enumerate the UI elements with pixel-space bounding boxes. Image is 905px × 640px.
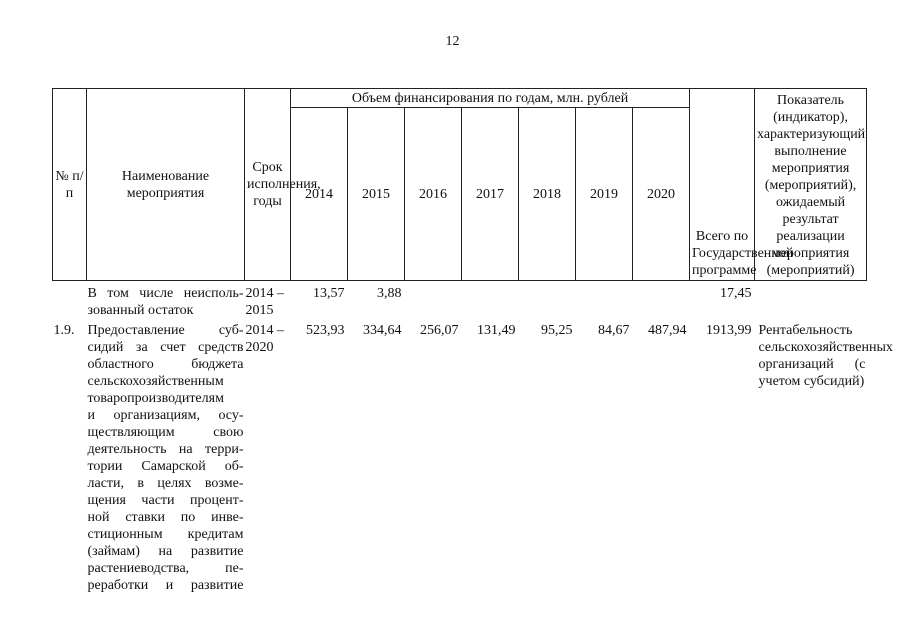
row-name-line: деятельность на терри- [87,442,244,457]
row-total: 1913,99 [706,323,752,338]
row-value: 256,07 [420,323,459,338]
row-value: 487,94 [648,323,687,338]
header-indicator: Показатель (индикатор), характеризующий выполнение мероприятия (мероприятий), ожидаемый результат реализации мероприятия (мероприятий) [755,89,867,281]
table-row [53,319,867,594]
row-name-line: Предоставление суб- [87,323,244,338]
row-name-line: ласти, в целях возме- [87,476,244,491]
row-value [633,281,690,320]
row-value [519,281,576,320]
row-value [576,281,633,320]
row-name-line: щения части процент- [87,493,244,508]
row-value [405,281,462,320]
header-no: № п/п [53,89,87,281]
row-value: 3,88 [377,286,402,301]
row-name [87,319,245,594]
row-name-line: товаропроизводителям [87,391,224,406]
header-funding-group: Объем финансирования по годам, млн. рублей [291,89,690,108]
row-name-line: тории Самарской об- [87,459,244,474]
header-total: Всего по Государственной программе [690,89,755,281]
row-name-line: и организациям, осу- [87,408,244,423]
header-year: 2016 [405,108,462,281]
row-value: 523,93 [306,323,345,338]
program-activities-table [52,88,893,594]
header-term: Срок исполнения, годы [245,89,291,281]
page-number: 12 [445,34,460,49]
row-name-line: реработки и развитие [87,578,244,593]
row-term: 2014 – 2020 [245,323,284,355]
row-indicator [755,281,867,320]
row-name-line: областного бюджета [87,357,244,372]
header-year: 2020 [633,108,690,281]
row-value: 95,25 [541,323,573,338]
row-no [53,281,87,320]
header-year: 2019 [576,108,633,281]
row-name-line: стиционным кредитам [87,527,244,542]
row-name-line: сельскохозяйственным [87,374,224,389]
header-year: 2014 [291,108,348,281]
header-year: 2017 [462,108,519,281]
row-name [87,281,245,320]
header-year: 2015 [348,108,405,281]
header-year: 2018 [519,108,576,281]
row-value [462,281,519,320]
row-name-line: зованный остаток [87,303,194,318]
header-name: Наименование мероприятия [87,89,245,281]
row-value: 84,67 [598,323,630,338]
row-name-line: (займам) на развитие [87,544,244,559]
row-term: 2014 – 2015 [245,286,284,318]
row-total: 17,45 [720,286,752,301]
table-row [53,281,867,320]
row-name-line: ной ставки по инве- [87,510,244,525]
row-value: 334,64 [363,323,402,338]
row-value: 13,57 [313,286,345,301]
row-value: 131,49 [477,323,516,338]
row-indicator: Рентабельность сельскохозяйственных организаций (с учетом субсидий) [758,323,893,389]
row-name-line: В том числе неисполь- [87,286,244,301]
row-name-line: растениеводства, пе- [87,561,244,576]
row-name-line: сидий за счет средств [87,340,244,355]
row-no: 1.9. [53,323,75,338]
row-name-line: ществляющим свою [87,425,244,440]
